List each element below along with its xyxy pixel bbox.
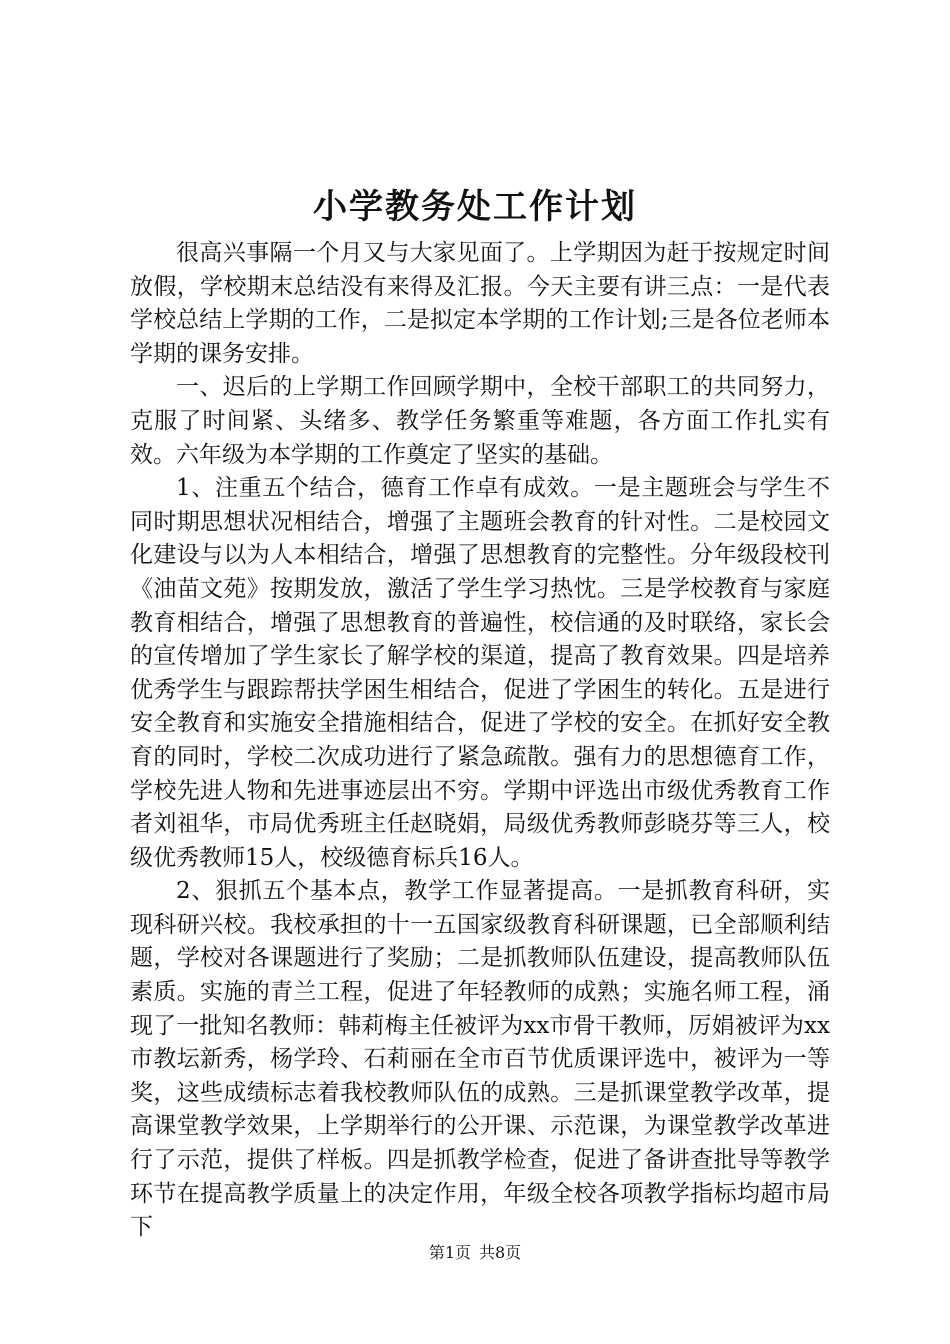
page-number: 第1页	[428, 1243, 471, 1262]
paragraph-intro: 很高兴事隔一个月又与大家见面了。上学期因为赶于按规定时间放假，学校期末总结没有来得及汇报。今天主要有讲三点：一是代表学校总结上学期的工作，二是拟定本学期的工作计划;三是各位老师本学期的课务安排。	[130, 240, 830, 367]
page-footer	[0, 1242, 950, 1264]
document-title: 小学教务处工作计划	[313, 187, 637, 227]
paragraph-section-1: 一、迟后的上学期工作回顾学期中，全校干部职工的共同努力，克服了时间紧、头绪多、教学任务繁重等难题，各方面工作扎实有效。六年级为本学期的工作奠定了坚实的基础。	[130, 374, 830, 468]
page-total: 共8页	[479, 1243, 522, 1262]
paragraph-teaching-work: 2、狠抓五个基本点，教学工作显著提高。一是抓教育科研，实现科研兴校。我校承担的十一五国家级教育科研课题，已全部顺利结题，学校对各课题进行了奖励；二是抓教师队伍建设，提高教师队伍素质。实施的青兰工程，促进了年轻教师的成熟；实施名师工程，涌现了一批知名教师：韩莉梅主任被评为xx市骨干教师，厉娟被评为xx市教坛新秀，杨学玲、石莉丽在全市百节优质课评选中，被评为一等奖，这些成绩标志着我校教师队伍的成熟。三是抓课堂教学改革，提高课堂教学效果，上学期举行的公开课、示范课，为课堂教学改革进行了示范，提供了样板。四是抓教学检查，促进了备讲查批导等教学环节在提高教学质量上的决定作用，年级全校各项教学指标均超市局下	[130, 878, 830, 1241]
paragraph-moral-education: 1、注重五个结合，德育工作卓有成效。一是主题班会与学生不同时期思想状况相结合，增强了主题班会教育的针对性。二是校园文化建设与以为人本相结合，增强了思想教育的完整性。分年级段校刊《油苗文苑》按期发放，激活了学生学习热忱。三是学校教育与家庭教育相结合，增强了思想教育的普遍性，校信通的及时联络，家长会的宣传增加了学生家长了解学校的渠道，提高了教育效果。四是培养优秀学生与跟踪帮扶学困生相结合，促进了学困生的转化。五是进行安全教育和实施安全措施相结合，促进了学校的安全。在抓好安全教育的同时，学校二次成功进行了紧急疏散。强有力的思想德育工作，学校先进人物和先进事迹层出不穷。学期中评选出市级优秀教育工作者刘祖华，市局优秀班主任赵晓娟，局级优秀教师彭晓芬等三人，校级优秀教师15人，校级德育标兵16人。	[130, 475, 830, 871]
document-body	[130, 237, 830, 1245]
